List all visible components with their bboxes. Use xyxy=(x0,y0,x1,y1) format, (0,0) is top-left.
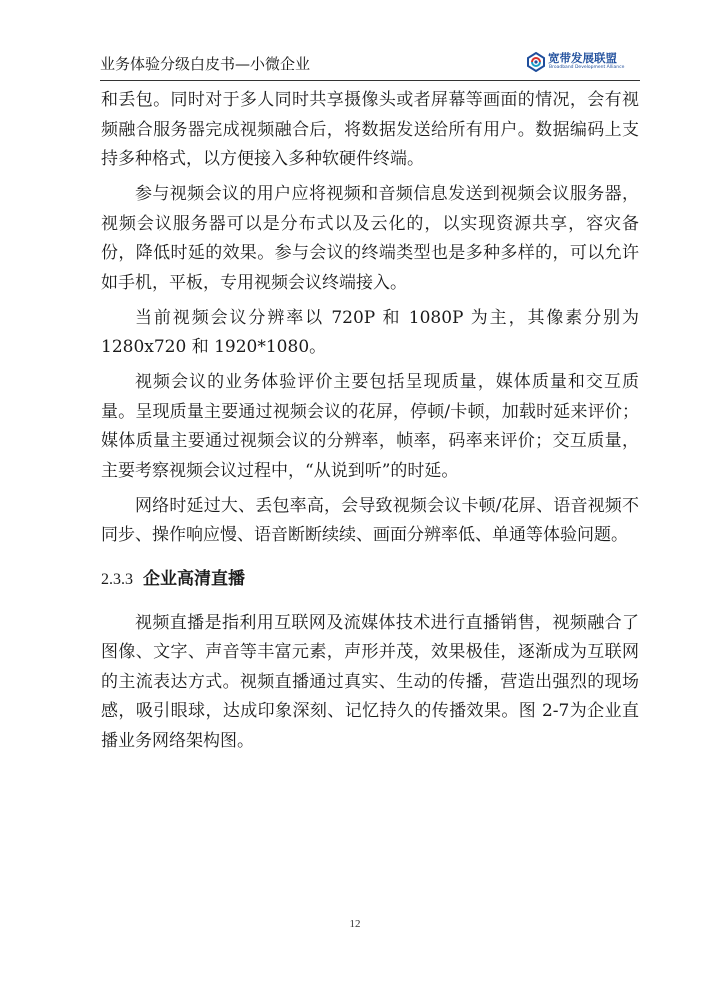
paragraph-resolution: 当前视频会议分辨率以 720P 和 1080P 为主，其像素分别为1280x720 和 1920*1080。 xyxy=(101,307,639,357)
logo-text-en: Broadband Development Alliance xyxy=(549,65,625,70)
paragraph-network-issues: 网络时延过大、丢包率高，会导致视频会议卡顿/花屏、语音视频不同步、操作响应慢、语音断断续续、画面分辨率低、单通等体验问题。 xyxy=(101,495,639,545)
alliance-logo-icon xyxy=(526,52,546,72)
header-title: 业务体验分级白皮书—小微企业 xyxy=(100,55,311,73)
page-number: 12 xyxy=(349,918,361,930)
page-header xyxy=(100,50,640,80)
paragraph-continued: 和丢包。同时对于多人同时共享摄像头或者屏幕等画面的情况，会有视频融合服务器完成视频融合后，将数据发送给所有用户。数据编码上支持多种格式，以方便接入多种软硬件终端。 xyxy=(101,90,639,169)
section-title: 企业高清直播 xyxy=(143,568,245,589)
paragraph-conference-servers: 参与视频会议的用户应将视频和音频信息发送到视频会议服务器，视频会议服务器可以是分布式以及云化的，以实现资源共享，容灾备份，降低时延的效果。参与会议的终端类型也是多种多样的，可以允许如手机，平板，专用视频会议终端接入。 xyxy=(101,184,639,293)
section-heading xyxy=(101,564,639,595)
header-divider xyxy=(100,80,640,81)
paragraph-live-streaming: 视频直播是指利用互联网及流媒体技术进行直播销售，视频融合了图像、文字、声音等丰富元素，声形并茂，效果极佳，逐渐成为互联网的主流表达方式。视频直播通过真实、生动的传播，营造出强烈的现场感，吸引眼球，达成印象深刻、记忆持久的传播效果。图 2-7为企业直播业务网络架构图。 xyxy=(101,612,639,751)
alliance-logo xyxy=(526,50,636,76)
document-body xyxy=(101,86,639,756)
section-number: 2.3.3 xyxy=(101,570,133,588)
paragraph-experience-evaluation: 视频会议的业务体验评价主要包括呈现质量，媒体质量和交互质量。呈现质量主要通过视频会议的花屏，停顿/卡顿，加载时延来评价；媒体质量主要通过视频会议的分辨率，帧率，码率来评价；交互质量，主要考察视频会议过程中，“从说到听”的时延。 xyxy=(101,372,639,481)
logo-text-cn: 宽带发展联盟 xyxy=(548,51,617,65)
